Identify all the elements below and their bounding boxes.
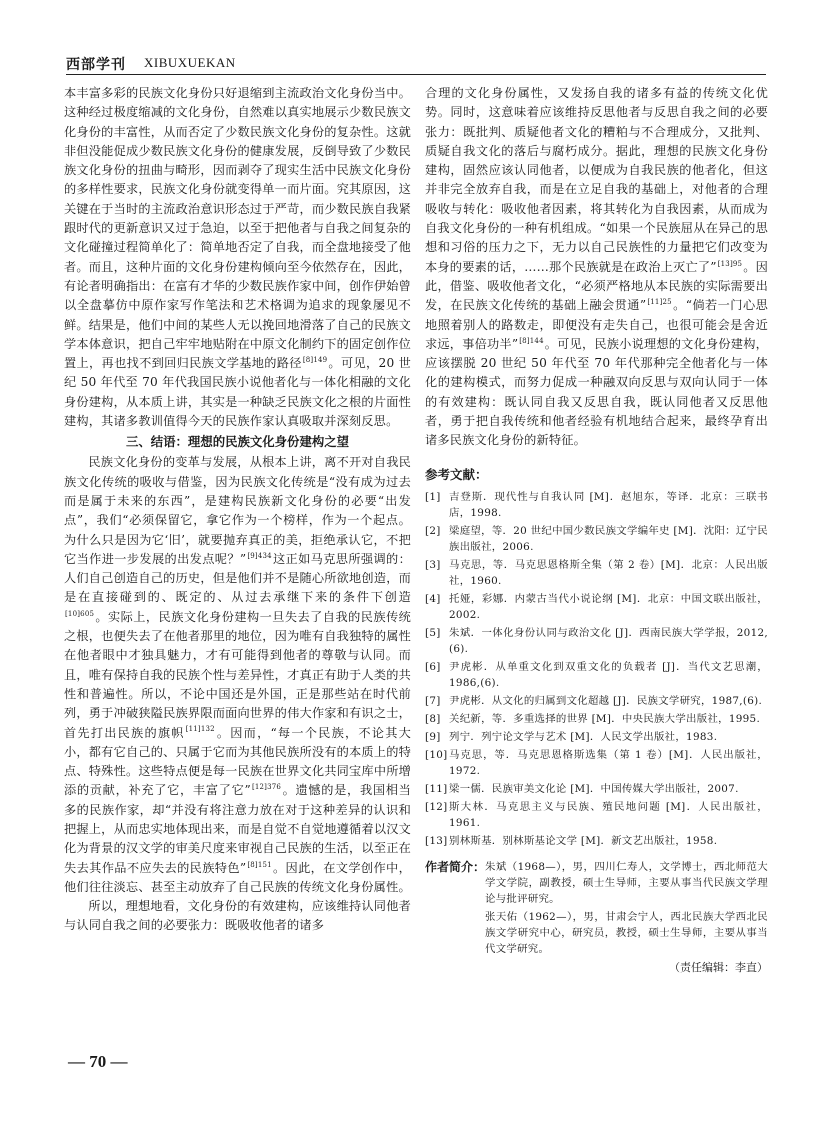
reference-list: [425, 489, 768, 849]
journal-title-cn: 西部学刊: [66, 57, 126, 73]
reference-text: 梁庭望，等．20 世纪中国少数民族文学编年史 [M]．沈阳：辽宁民族出版社，2006.: [449, 524, 768, 553]
citation-marker: [8]144: [519, 336, 544, 345]
reference-item: [425, 799, 768, 831]
running-header: [66, 52, 766, 75]
reference-number: [6]: [425, 660, 441, 673]
reference-text: 托娅，彩娜．内蒙古当代小说论纲 [M]．北京：中国文联出版社，2002.: [449, 592, 768, 621]
reference-text: 斯大林．马克思主义与民族、殖民地问题 [M]．人民出版社，1961.: [449, 800, 768, 829]
reference-number: [2]: [425, 524, 441, 537]
reference-number: [3]: [425, 558, 441, 571]
reference-item: [425, 729, 768, 745]
text-run: 。因此，借鉴、吸收他者文化，“必须严格地从本民族的实际需要出发，在民族文化传统的基础上融会贯通”: [425, 259, 768, 313]
citation-marker: [13]95: [717, 259, 743, 268]
text-run: 民族文化身份的变革与发展，从根本上讲，离不开对自我民族文化传统的吸收与借鉴，因为民族文化传统是“没有成为过去而是属于未来的东西”，是建构民族新文化身份的必要“出发点”，我们“必须保留它，拿它作为一个榜样，作为一个起点。为什么只是因为它‘旧’，就要抛弃真正的美，拒绝承认它，不把它当作进一步发展的出发点呢？”: [64, 455, 411, 566]
reference-number: [13]: [425, 834, 448, 847]
reference-number: [5]: [425, 626, 441, 639]
body-paragraph: 所以，理想地看，文化身份的有效建构，应该维持认同他者与认同自我之间的必要张力：既吸收他者的诸多: [64, 899, 411, 933]
section-heading: 三、结语：理想的民族文化身份建构之望: [125, 434, 350, 450]
text-run: 。实际上，民族文化身份建构一旦失去了自我的民族传统之根，也便失去了在他者那里的地位，因为唯有自我独特的属性在他者眼中才独具魅力，才有可能得到他者的尊敬与认同。而且，唯有保持自我的民族个性与差异性，才真正有助于人类的共性和普遍性。所以，不论中国还是外国，正是那些站在时代前列，勇于冲破狭隘民族界限而面向世界的伟大作家和有识之士，首先打出民族的旗帜: [64, 609, 411, 740]
reference-item: [425, 625, 768, 657]
author-label: 作者简介：: [425, 859, 486, 874]
reference-text: 吉登斯．现代性与自我认同 [M]．赵旭东，等译．北京：三联书店，1998.: [449, 490, 768, 519]
text-run: 这正如马克思所强调的：人们自己创造自己的历史，但是他们并不是随心所欲地创造，而是在直接碰到的、既定的、从过去承继下来的条件下创造: [64, 551, 411, 605]
reference-number: [1]: [425, 490, 441, 503]
reference-number: [10]: [425, 748, 448, 761]
citation-marker: [10]605: [65, 609, 95, 618]
citation-marker: [11]132: [185, 725, 215, 734]
text-run: 本丰富多彩的民族文化身份只好退缩到主流政治文化身份当中。这种经过极度缩减的文化身份，自然难以真实地展示少数民族文化身份的丰富性，从而否定了少数民族文化身份的复杂性。这就非但没能促成少数民族文化身份的健康发展，反倒导致了少数民族文化身份的扭曲与畸形，因而剥夺了现实生活中民族文化身份的多样性要求，民族文化身份就变得单一而片面。究其原因，这关键在于当时的主流政治意识形态过于严苛，而少数民族自我紧跟时代的更新意识又过于急迫，以至于把他者与自我之间复杂的文化碰撞过程简单化了：简单地否定了自我，而全盘地接受了他者。而且，这种片面的文化身份建构倾向至今依然存在，因此，有论者明确指出：在富有才华的少数民族作家中间，创作伊始曾以全盘摹仿中原作家写作笔法和艺术格调为追求的现象屡见不鲜。结果是，他们中间的某些人无以挽回地滑落了自己的民族文学本体意识，把自己牢牢地贴附在中原文化制约下的固定创作位置上，再也找不到回归民族文学基地的路径: [64, 86, 411, 371]
reference-text: 尹虎彬．从单重文化到双重文化的负载者 [J]．当代文艺思潮，1986,(6).: [449, 660, 768, 689]
reference-item: [425, 557, 768, 589]
reference-item: [425, 591, 768, 623]
left-column: [64, 84, 411, 936]
text-run: 。因而，“每一个民族，不论其大小，都有它自己的、只属于它而为其他民族所没有的本质上的特点、特殊性。这些特点便是每一民族在世界文化共同宝库中所增添的贡献，补充了它，丰富了它”: [64, 725, 411, 798]
reference-item: [425, 833, 768, 849]
reference-item: [425, 523, 768, 555]
reference-item: [425, 781, 768, 797]
text-run: 。遗憾的是，我国相当多的民族作家，却“并没有将注意力放在对于这种差异的认识和把握上，从而忠实地体现出来，而是自觉不自觉地遵循着以汉文化为背景的汉文学的审美尺度来审视自己民族的生活，以至正在失去其作品不应失去的民族特色”: [64, 783, 411, 875]
text-run: 合理的文化身份属性，又发扬自我的诸多有益的传统文化优势。同时，这意味着应该维持反思他者与反思自我之间的必要张力：既批判、质疑他者文化的糟粕与不合理成分，又批判、质疑自我文化的落后与腐朽成分。据此，理想的民族文化身份建构，固然应该认同他者，以便成为自我民族的他者化，但这并非完全放弃自我，而是在立足自我的基础上，对他者的合理吸收与转化：吸收他者因素，将其转化为自我因素，从而成为自我文化身份的一种有机组成。“如果一个民族屈从在异己的思想和习俗的压力之下，无力以自己民族性的力量把它们改变为本身的要素的话，……那个民族就是在政治上灭亡了”: [425, 86, 768, 274]
reference-text: 马克思，等．马克思恩格斯全集（第 2 卷）[M]．北京：人民出版社，1960.: [449, 558, 768, 587]
reference-item: [425, 489, 768, 521]
references-title: 参考文献：: [425, 466, 488, 482]
author-info: [425, 859, 768, 957]
reference-text: 梁一儒．民族审美文化论 [M]．中国传媒大学出版社，2007.: [449, 782, 739, 795]
citation-marker: [8]151: [247, 860, 272, 869]
text-run: 。可见，20 世纪 50 年代至 70 年代我国民族小说他者化与一体化相融的文化身份建构，从本质上讲，其实是一种缺乏民族文化之根的片面性建构，其诸多教训值得今天的民族作家认真吸取并深刻反思。: [64, 356, 411, 429]
reference-text: 列宁．列宁论文学与艺术 [M]．人民文学出版社，1983.: [449, 730, 718, 743]
citation-marker: [9]434: [247, 551, 272, 560]
citation-marker: [11]25: [647, 298, 672, 307]
reference-item: [425, 747, 768, 779]
reference-number: [8]: [425, 712, 441, 725]
reference-number: [12]: [425, 800, 448, 813]
responsible-editor: （责任编辑：李直）: [669, 960, 768, 974]
citation-marker: [8]149: [302, 356, 328, 365]
reference-text: 朱斌．一体化身份认同与政治文化 [J]．西南民族大学学报，2012,(6).: [449, 626, 768, 655]
reference-number: [11]: [425, 782, 448, 795]
reference-text: 马克思，等．马克思恩格斯选集（第 1 卷）[M]．人民出版社，1972.: [449, 748, 768, 777]
reference-item: [425, 693, 768, 709]
reference-item: [425, 711, 768, 727]
body-paragraph: [64, 84, 411, 431]
reference-item: [425, 659, 768, 691]
page-number: — 70 —: [68, 1052, 128, 1071]
text-run: 。“倘若一门心思地照着别人的路数走，即便没有走失自己，也很可能会是舍近求远，事倍功半”: [425, 298, 768, 351]
reference-text: 别林斯基．别林斯基论文学 [M]．新文艺出版社，1958.: [449, 834, 718, 847]
reference-number: [4]: [425, 592, 441, 605]
body-paragraph: [425, 84, 768, 451]
reference-number: [9]: [425, 730, 441, 743]
journal-title-en: XIBUXUEKAN: [144, 55, 236, 70]
body-paragraph: [64, 453, 411, 897]
reference-text: 尹虎彬．从文化的归属到文化超越 [J]．民族文学研究，1987,(6).: [449, 694, 763, 707]
author-bio: 朱斌（1968—），男，四川仁寿人，文学博士，西北师范大学文学院，副教授，硕士生导师，主要从事当代民族文学理论与批评研究。: [485, 860, 768, 905]
text-run: 。因此，在文学创作中，他们往往淡忘、甚至主动放弃了自己民族的传统文化身份属性。: [64, 860, 411, 894]
right-column: [425, 84, 768, 977]
text-run: 。可见，民族小说理想的文化身份建构，应该摆脱 20 世纪 50 年代至 70 年代那种完全他者化与一体化的建构模式，而努力促成一种融双向反思与双向认同于一体的有效建构：既认同自我又反思自我，既认同他者又反思他者，勇于把自我传统和他者经验有机地结合起来，最终孕育出诸多民族文化身份的新特征。: [425, 336, 768, 448]
author-bio: 张天佑（1962—），男，甘肃会宁人，西北民族大学西北民族文学研究中心，研究员，教授，硕士生导师，主要从事当代文学研究。: [485, 910, 768, 955]
reference-text: 关纪新，等．多重选择的世界 [M]．中央民族大学出版社，1995.: [449, 712, 761, 725]
citation-marker: [12]376: [251, 783, 282, 792]
reference-number: [7]: [425, 694, 441, 707]
